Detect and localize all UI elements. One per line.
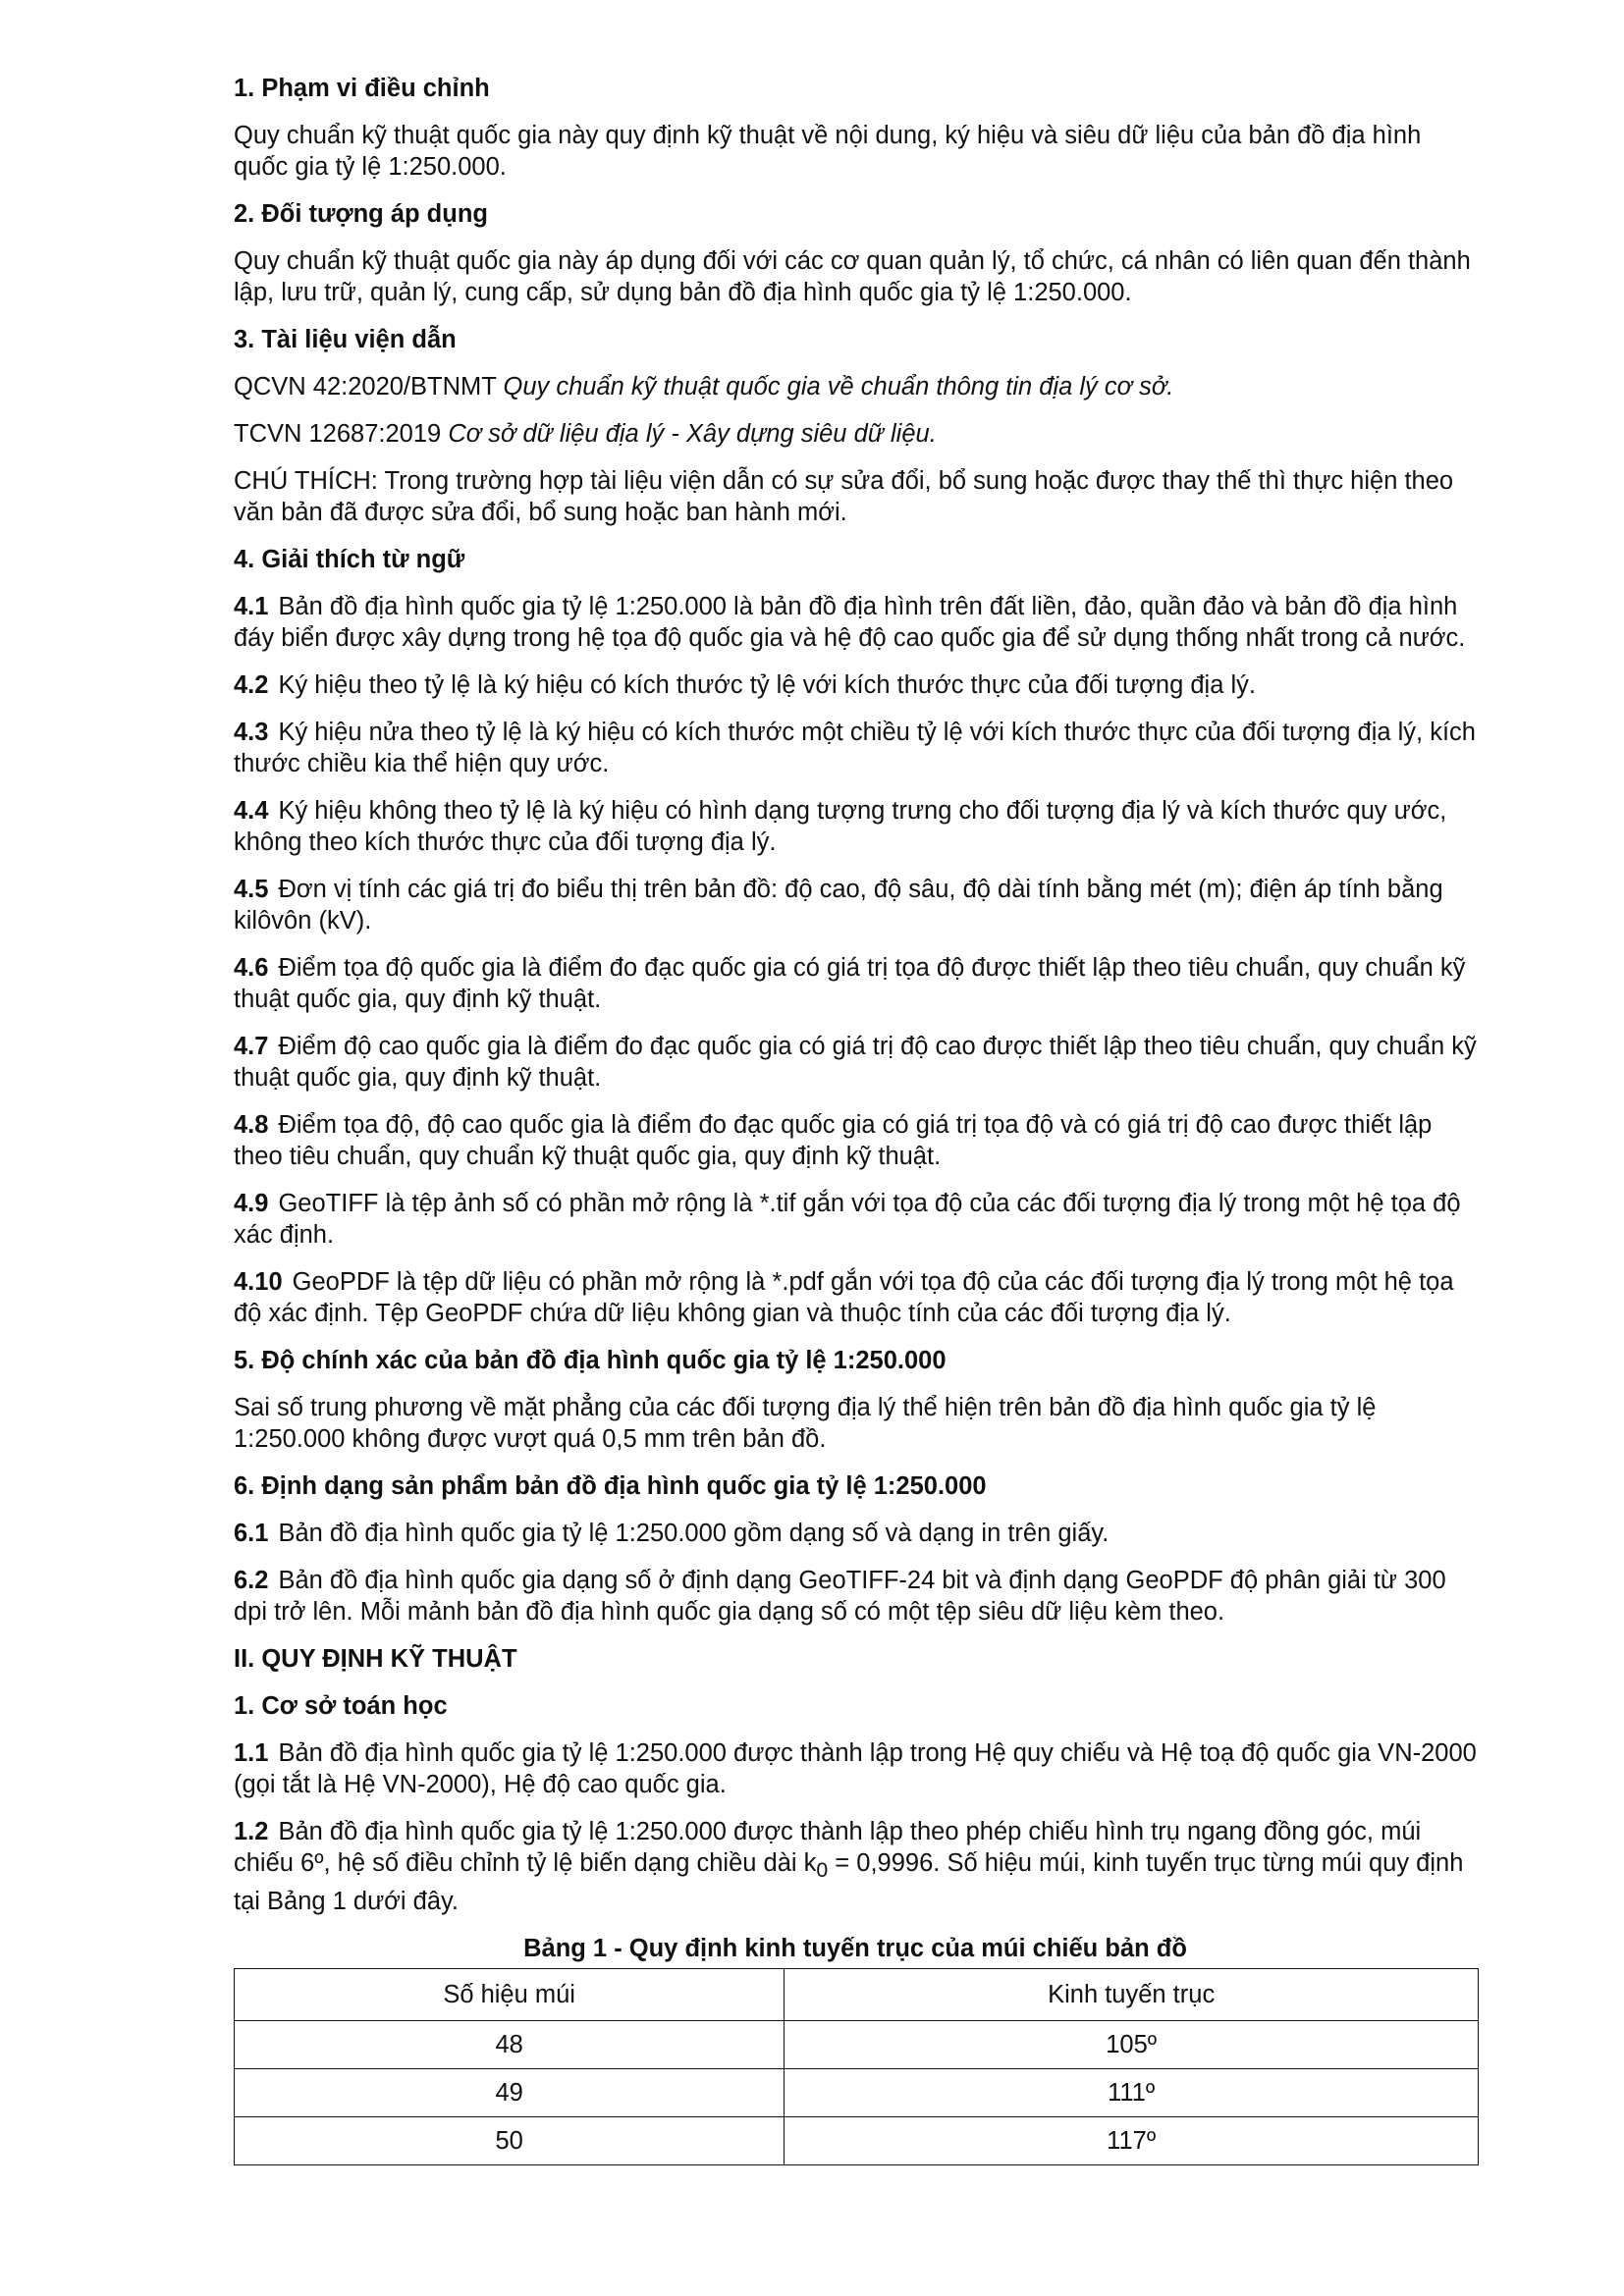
item-text: Điểm tọa độ, độ cao quốc gia là điểm đo đạc quốc gia có giá trị tọa độ và có giá trị độ cao được thiết lập theo tiêu chuẩn, quy chuẩn kỹ thuật quốc gia, quy định kỹ thuật. <box>234 1111 1433 1170</box>
table-row <box>235 2021 1479 2069</box>
reference-title: Quy chuẩn kỹ thuật quốc gia về chuẩn thông tin địa lý cơ sở. <box>503 373 1174 400</box>
section-heading-definitions: 4. Giải thích từ ngữ <box>234 546 465 573</box>
reference-title: Cơ sở dữ liệu địa lý - Xây dựng siêu dữ liệu. <box>448 420 937 448</box>
table-row <box>235 2117 1479 2165</box>
definition-item <box>234 795 1477 858</box>
section-heading-accuracy: 5. Độ chính xác của bản đồ địa hình quốc gia tỷ lệ 1:250.000 <box>234 1347 947 1374</box>
section-heading-references: 3. Tài liệu viện dẫn <box>234 326 457 353</box>
reference-code: TCVN 12687:2019 <box>234 420 442 448</box>
item-number: 6.2 <box>234 1567 269 1594</box>
reference-code: QCVN 42:2020/BTNMT <box>234 373 497 400</box>
applicability-paragraph: Quy chuẩn kỹ thuật quốc gia này áp dụng đối với các cơ quan quản lý, tổ chức, cá nhân có liên quan đến thành lập, lưu trữ, quản lý, cung cấp, sử dụng bản đồ địa hình quốc gia tỷ lệ 1:250.000. <box>234 247 1471 306</box>
column-header-meridian: Kinh tuyến trục <box>785 1969 1479 2021</box>
meridian-cell: 105º <box>785 2021 1479 2069</box>
format-item <box>234 1518 1477 1549</box>
meridian-cell: 117º <box>785 2117 1479 2165</box>
definition-item <box>234 591 1477 654</box>
definition-item <box>234 1031 1477 1094</box>
item-text-continued: = 0,9996. Số hiệu múi, kinh tuyến trục từng múi quy định tại Bảng 1 dưới đây. <box>234 1849 1464 1916</box>
item-text: Bản đồ địa hình quốc gia tỷ lệ 1:250.000 được thành lập theo phép chiếu hình trụ ngang đồng góc, múi chiếu 6º, hệ số điều chỉnh tỷ lệ biến dạng chiều dài k <box>234 1818 1422 1877</box>
item-number: 4.2 <box>234 671 269 699</box>
item-text: GeoTIFF là tệp ảnh số có phần mở rộng là *.tif gắn với tọa độ của các đối tượng địa lý trong một hệ tọa độ xác định. <box>234 1190 1461 1249</box>
reference-item <box>234 418 1477 450</box>
accuracy-paragraph: Sai số trung phương về mặt phẳng của các đối tượng địa lý thể hiện trên bản đồ địa hình quốc gia tỷ lệ 1:250.000 không được vượt quá 0,5 mm trên bản đồ. <box>234 1394 1377 1453</box>
reference-note: CHÚ THÍCH: Trong trường hợp tài liệu viện dẫn có sự sửa đổi, bổ sung hoặc được thay thế thì thực hiện theo văn bản đã được sửa đổi, bổ sung hoặc ban hành mới. <box>234 467 1454 526</box>
section-heading-applicability: 2. Đối tượng áp dụng <box>234 200 488 228</box>
meridian-table <box>234 1968 1479 2165</box>
item-text: Bản đồ địa hình quốc gia tỷ lệ 1:250.000 là bản đồ địa hình trên đất liền, đảo, quần đảo và bản đồ địa hình đáy biển được xây dựng trong hệ tọa độ quốc gia và hệ độ cao quốc gia để sử dụng thống nhất trong cả nước. <box>234 593 1466 652</box>
item-number: 4.9 <box>234 1190 269 1217</box>
item-text: GeoPDF là tệp dữ liệu có phần mở rộng là *.pdf gắn với tọa độ của các đối tượng địa lý trong một hệ tọa độ xác định. Tệp GeoPDF chứa dữ liệu không gian và thuộc tính của các đối tượng địa lý. <box>234 1268 1454 1327</box>
item-number: 1.1 <box>234 1739 269 1767</box>
zone-cell: 50 <box>235 2117 785 2165</box>
item-text: Ký hiệu nửa theo tỷ lệ là ký hiệu có kích thước một chiều tỷ lệ với kích thước thực của đối tượng địa lý, kích thước chiều kia thể hiện quy ước. <box>234 719 1476 777</box>
section-heading-scope: 1. Phạm vi điều chỉnh <box>234 75 490 102</box>
item-number: 4.7 <box>234 1033 269 1060</box>
item-text: Bản đồ địa hình quốc gia dạng số ở định dạng GeoTIFF-24 bit và định dạng GeoPDF độ phân giải từ 300 dpi trở lên. Mỗi mảnh bản đồ địa hình quốc gia dạng số có một tệp siêu dữ liệu kèm theo. <box>234 1567 1446 1626</box>
definition-item <box>234 717 1477 779</box>
item-text: Ký hiệu không theo tỷ lệ là ký hiệu có hình dạng tượng trưng cho đối tượng địa lý và kích thước quy ước, không theo kích thước thực của đối tượng địa lý. <box>234 797 1447 856</box>
item-number: 4.10 <box>234 1268 283 1296</box>
item-text: Điểm độ cao quốc gia là điểm đo đạc quốc gia có giá trị độ cao được thiết lập theo tiêu chuẩn, quy chuẩn kỹ thuật quốc gia, quy định kỹ thuật. <box>234 1033 1477 1092</box>
definition-item <box>234 669 1477 701</box>
item-number: 4.6 <box>234 954 269 982</box>
math-item <box>234 1816 1477 1917</box>
meridian-cell: 111º <box>785 2069 1479 2117</box>
item-text: Ký hiệu theo tỷ lệ là ký hiệu có kích thước tỷ lệ với kích thước thực của đối tượng địa lý. <box>278 671 1256 699</box>
item-text: Đơn vị tính các giá trị đo biểu thị trên bản đồ: độ cao, độ sâu, độ dài tính bằng mét (m); điện áp tính bằng kilôvôn (kV). <box>234 876 1443 934</box>
table-caption: Bảng 1 - Quy định kinh tuyến trục của múi chiếu bản đồ <box>523 1935 1187 1963</box>
subscript-zero: 0 <box>816 1858 829 1883</box>
item-text: Bản đồ địa hình quốc gia tỷ lệ 1:250.000 gồm dạng số và dạng in trên giấy. <box>278 1520 1110 1547</box>
math-item <box>234 1737 1477 1800</box>
scope-paragraph: Quy chuẩn kỹ thuật quốc gia này quy định kỹ thuật về nội dung, ký hiệu và siêu dữ liệu của bản đồ địa hình quốc gia tỷ lệ 1:250.000. <box>234 122 1422 181</box>
definition-item <box>234 874 1477 936</box>
column-header-zone: Số hiệu múi <box>235 1969 785 2021</box>
item-number: 4.3 <box>234 719 269 746</box>
zone-cell: 48 <box>235 2021 785 2069</box>
definition-item <box>234 952 1477 1015</box>
item-number: 4.8 <box>234 1111 269 1139</box>
item-number: 1.2 <box>234 1818 269 1845</box>
definition-item <box>234 1188 1477 1251</box>
item-text: Điểm tọa độ quốc gia là điểm đo đạc quốc gia có giá trị tọa độ được thiết lập theo tiêu chuẩn, quy chuẩn kỹ thuật quốc gia, quy định kỹ thuật. <box>234 954 1466 1013</box>
part-heading-technical: II. QUY ĐỊNH KỸ THUẬT <box>234 1645 517 1673</box>
item-number: 4.1 <box>234 593 269 620</box>
section-heading-format: 6. Định dạng sản phẩm bản đồ địa hình quốc gia tỷ lệ 1:250.000 <box>234 1472 987 1500</box>
section-heading-math-basis: 1. Cơ sở toán học <box>234 1692 448 1720</box>
item-number: 6.1 <box>234 1520 269 1547</box>
zone-cell: 49 <box>235 2069 785 2117</box>
item-number: 4.4 <box>234 797 269 825</box>
item-text: Bản đồ địa hình quốc gia tỷ lệ 1:250.000 được thành lập trong Hệ quy chiếu và Hệ toạ độ quốc gia VN-2000 (gọi tắt là Hệ VN-2000), Hệ độ cao quốc gia. <box>234 1739 1477 1798</box>
item-number: 4.5 <box>234 876 269 903</box>
definition-item <box>234 1266 1477 1329</box>
table-header-row <box>235 1969 1479 2021</box>
table-row <box>235 2069 1479 2117</box>
definition-item <box>234 1109 1477 1172</box>
reference-item <box>234 371 1477 402</box>
format-item <box>234 1565 1477 1628</box>
